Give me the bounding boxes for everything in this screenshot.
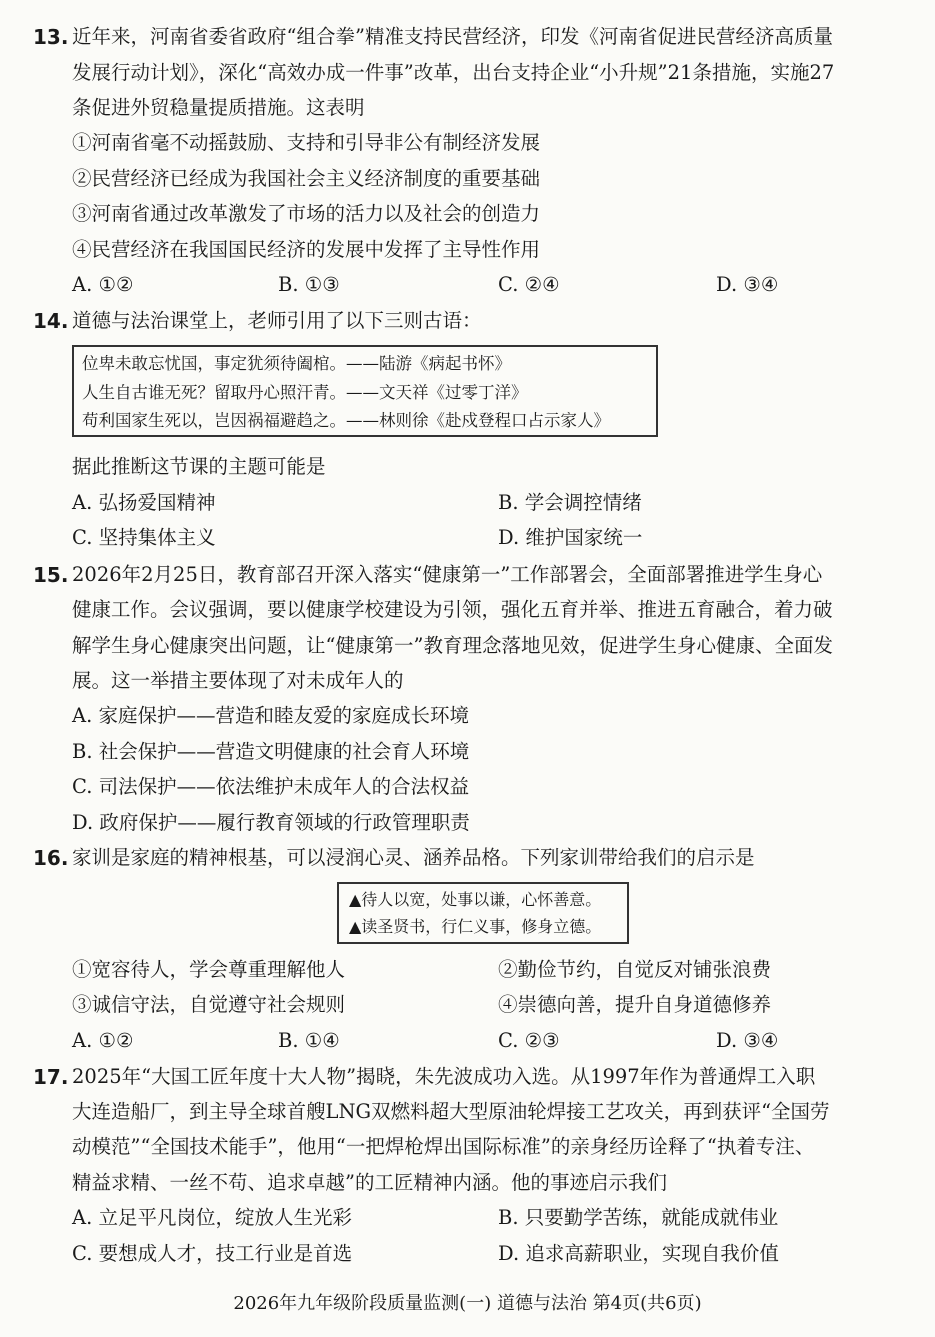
question-13-statement: ②民营经济已经成为我国社会主义经济制度的重要基础 — [72, 167, 541, 190]
question-16-statement: ④崇德向善，提升自身道德修养 — [498, 993, 772, 1016]
question-13-option-d: D. ③④ — [716, 273, 779, 296]
question-13-option-b: B. ①③ — [278, 273, 340, 296]
question-15-option-d: D. 政府保护——履行教育领域的行政管理职责 — [72, 811, 470, 834]
question-15-option-c: C. 司法保护——依法维护未成年人的合法权益 — [72, 775, 470, 798]
page-footer: 2026年九年级阶段质量监测(一) 道德与法治 第4页(共6页) — [233, 1293, 702, 1314]
question-15-stem-line: 解学生身心健康突出问题，让“健康第一”教育理念落地见效，促进学生身心健康、全面发 — [72, 634, 833, 657]
question-14-option-a: A. 弘扬爱国精神 — [72, 491, 216, 514]
question-13-statement: ①河南省毫不动摇鼓励、支持和引导非公有制经济发展 — [72, 131, 541, 154]
question-13-option-a: A. ①② — [72, 273, 134, 296]
question-16-option-b: B. ①④ — [278, 1029, 340, 1052]
question-14-option-b: B. 学会调控情绪 — [498, 491, 642, 514]
question-15-stem-line: 健康工作。会议强调，要以健康学校建设为引领，强化五育并举、推进五育融合，着力破 — [72, 598, 833, 621]
question-17-stem-line: 大连造船厂，到主导全球首艘LNG双燃料超大型原油轮焊接工艺攻关，再到获评“全国劳 — [72, 1100, 830, 1123]
question-16-option-a: A. ①② — [72, 1029, 134, 1052]
question-17-option-d: D. 追求高薪职业，实现自我价值 — [498, 1242, 779, 1265]
question-13-statement: ③河南省通过改革激发了市场的活力以及社会的创造力 — [72, 202, 541, 225]
question-17-option-a: A. 立足平凡岗位，绽放人生光彩 — [72, 1206, 352, 1229]
question-13-stem-line: 条促进外贸稳量提质措施。这表明 — [72, 96, 365, 119]
question-16-number: 16. — [33, 846, 69, 870]
question-14-option-d: D. 维护国家统一 — [498, 526, 643, 549]
question-17-number: 17. — [33, 1065, 69, 1089]
question-13-option-c: C. ②④ — [498, 273, 560, 296]
question-13-statement: ④民营经济在我国国民经济的发展中发挥了主导性作用 — [72, 238, 541, 261]
question-16-statement: ①宽容待人，学会尊重理解他人 — [72, 958, 346, 981]
question-17-stem-line: 2025年“大国工匠年度十大人物”揭晓，朱先波成功入选。从1997年作为普通焊工入职 — [72, 1065, 816, 1088]
question-16-stem: 家训是家庭的精神根基，可以浸润心灵、涵养品格。下列家训带给我们的启示是 — [72, 846, 755, 869]
motto-box — [337, 882, 629, 944]
motto-line: ▲读圣贤书，行仁义事，修身立德。 — [349, 917, 602, 936]
question-17-stem-line: 动模范”“全国技术能手”，他用“一把焊枪焊出国际标准”的亲身经历诠释了“执着专注、 — [72, 1135, 815, 1158]
quote-line: 苟利国家生死以，岂因祸福避趋之。——林则徐《赴戍登程口占示家人》 — [82, 411, 610, 430]
motto-line: ▲待人以宽，处事以谦，心怀善意。 — [349, 890, 602, 909]
question-13-stem-line: 近年来，河南省委省政府“组合拳”精准支持民营经济，印发《河南省促进民营经济高质量 — [72, 25, 833, 48]
question-17-option-b: B. 只要勤学苦练，就能成就伟业 — [498, 1206, 779, 1229]
question-15-option-a: A. 家庭保护——营造和睦友爱的家庭成长环境 — [72, 704, 469, 727]
question-14-question: 据此推断这节课的主题可能是 — [72, 455, 326, 478]
question-16-option-c: C. ②③ — [498, 1029, 560, 1052]
question-15-number: 15. — [33, 563, 69, 587]
question-17-option-c: C. 要想成人才，技工行业是首选 — [72, 1242, 353, 1265]
question-15-stem-line: 2026年2月25日，教育部召开深入落实“健康第一”工作部署会，全面部署推进学生身心 — [72, 563, 823, 586]
question-15-stem-line: 展。这一举措主要体现了对未成年人的 — [72, 669, 404, 692]
question-14-stem: 道德与法治课堂上，老师引用了以下三则古语： — [72, 309, 482, 332]
question-16-statement: ③诚信守法，自觉遵守社会规则 — [72, 993, 346, 1016]
question-14-option-c: C. 坚持集体主义 — [72, 526, 216, 549]
question-16-option-d: D. ③④ — [716, 1029, 779, 1052]
quote-line: 人生自古谁无死？留取丹心照汗青。——文天祥《过零丁洋》 — [82, 382, 528, 402]
question-14-number: 14. — [33, 309, 69, 333]
question-16-statement: ②勤俭节约，自觉反对铺张浪费 — [498, 958, 772, 981]
quote-line: 位卑未敢忘忧国，事定犹须待阖棺。——陆游《病起书怀》 — [82, 354, 511, 373]
quote-box — [72, 345, 658, 437]
question-13-stem-line: 发展行动计划》，深化“高效办成一件事”改革，出台支持企业“小升规”21条措施，实施27 — [72, 61, 835, 84]
question-17-stem-line: 精益求精、一丝不苟、追求卓越”的工匠精神内涵。他的事迹启示我们 — [72, 1171, 667, 1194]
question-15-option-b: B. 社会保护——营造文明健康的社会育人环境 — [72, 740, 470, 763]
question-13-number: 13. — [33, 25, 69, 49]
